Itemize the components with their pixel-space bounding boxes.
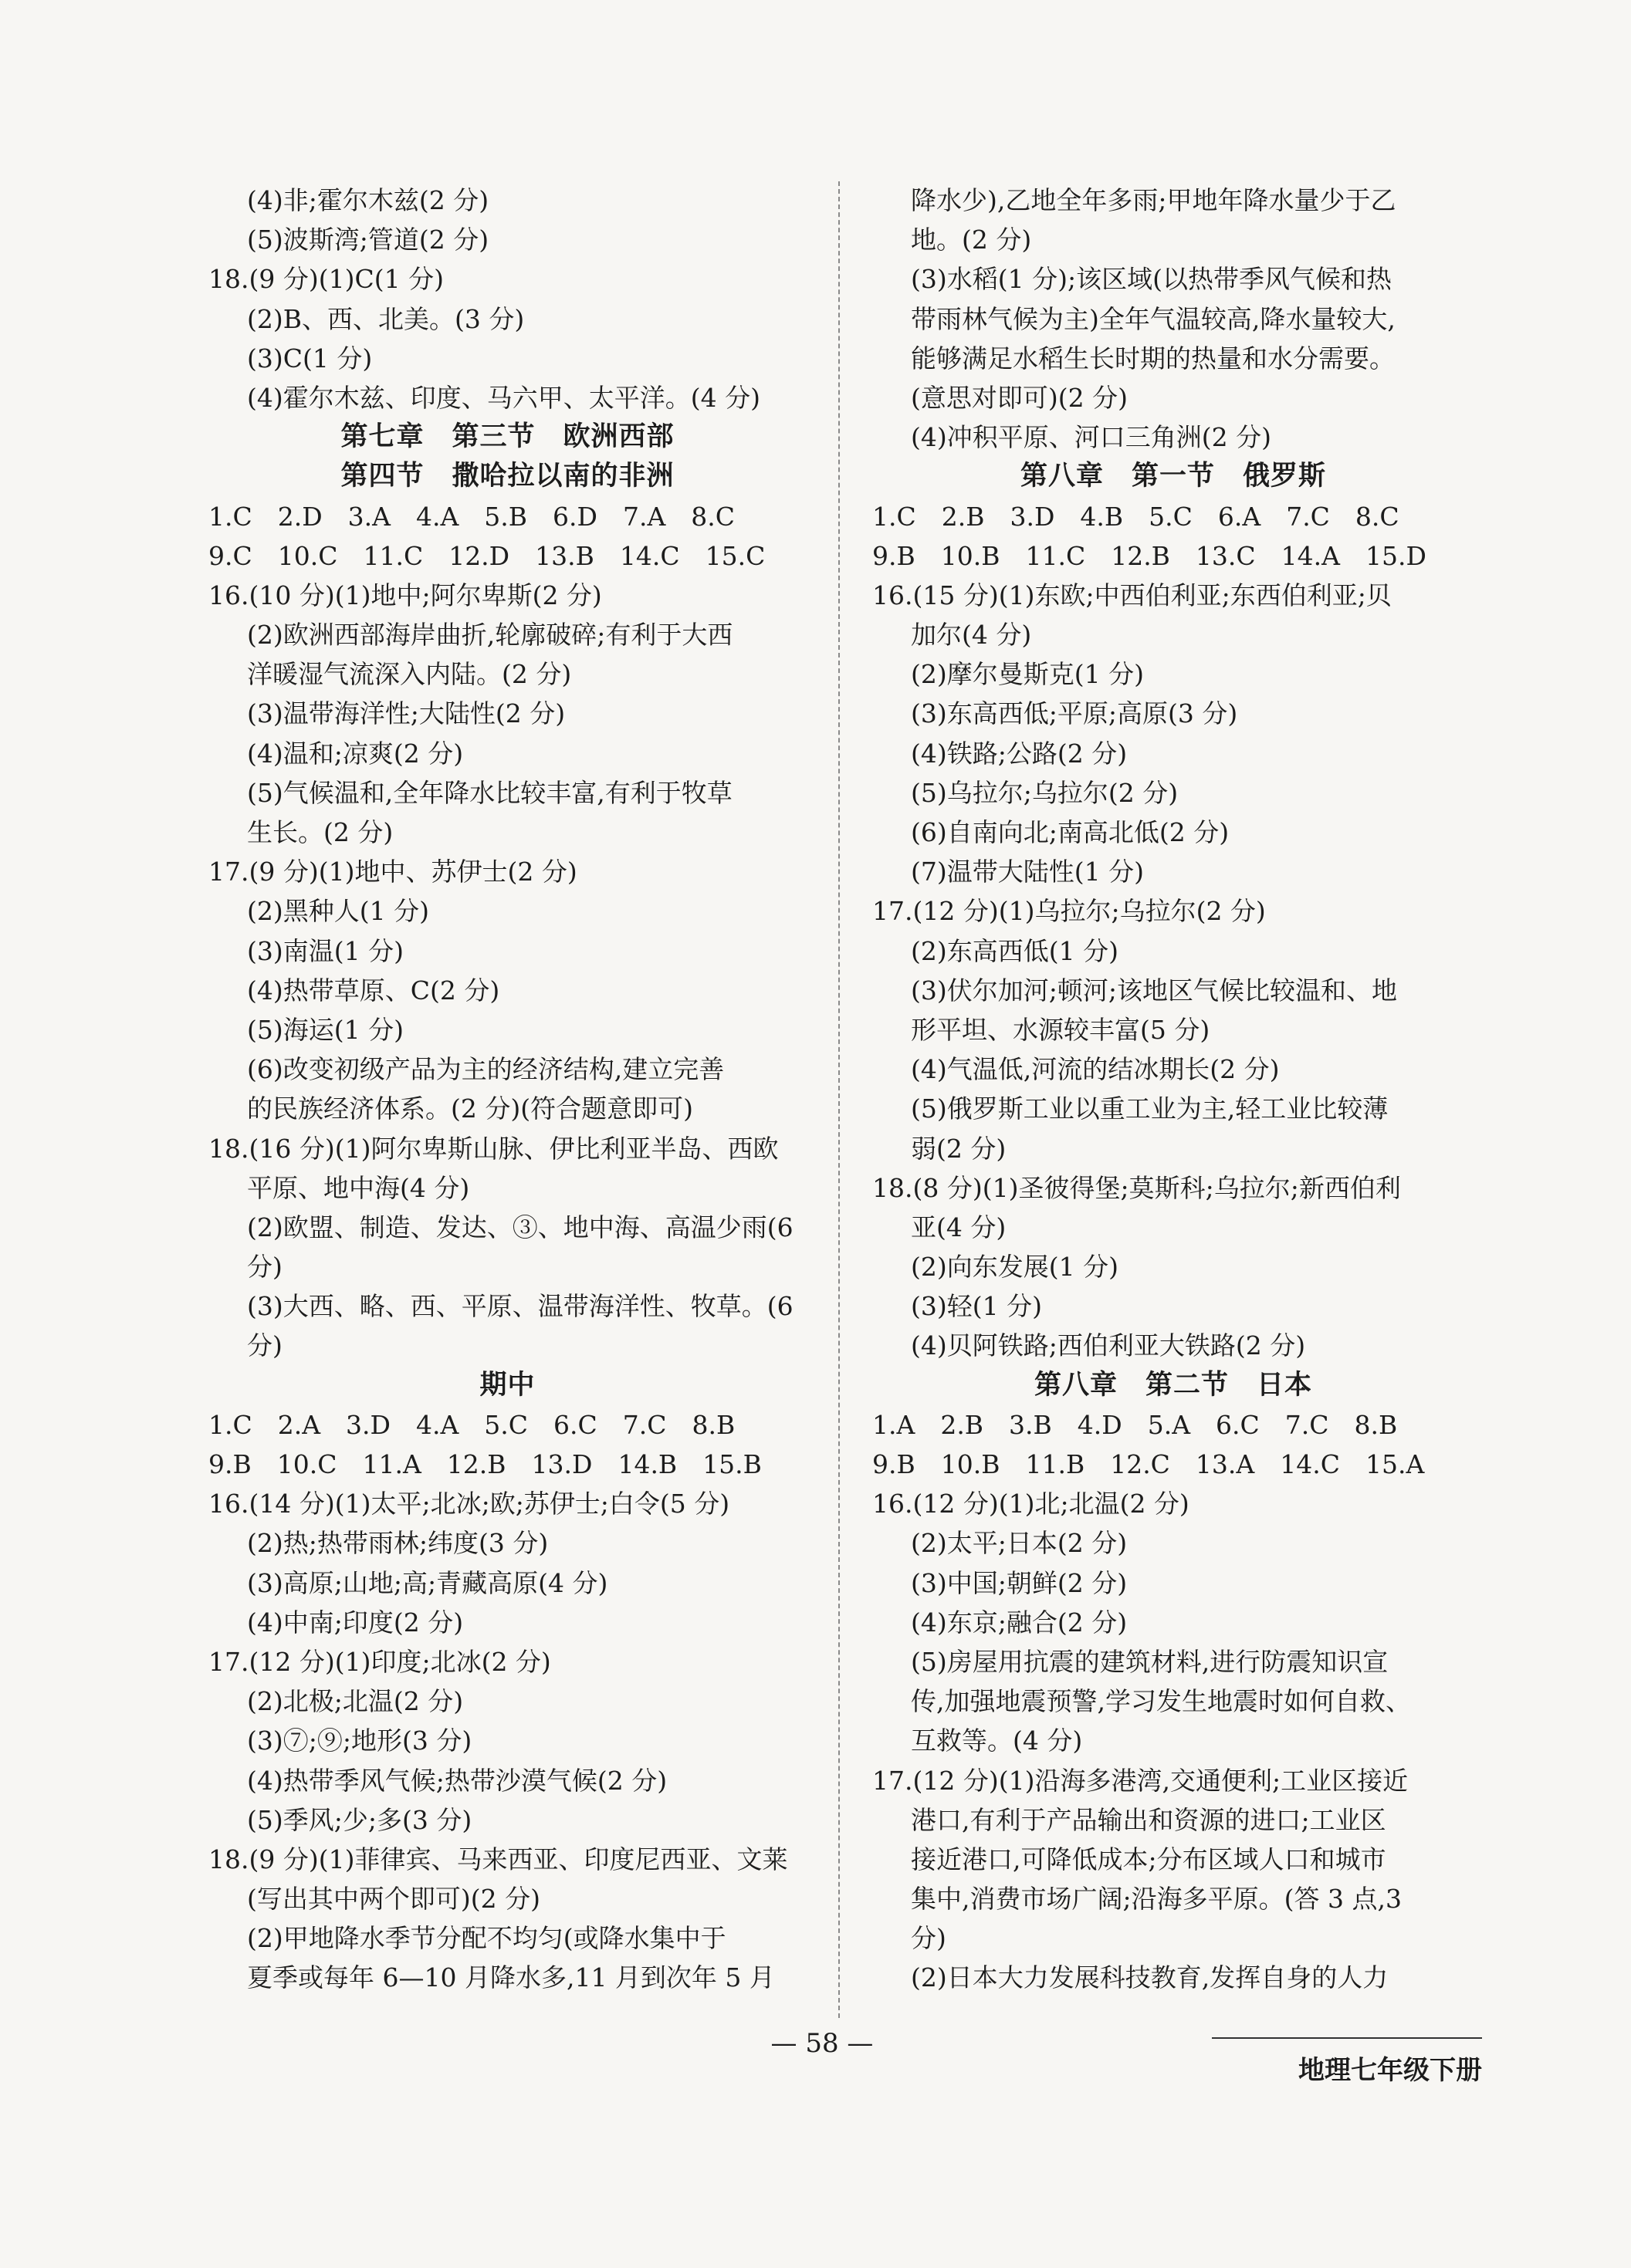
section-heading: 第八章 第二节 日本 — [1034, 1369, 1312, 1401]
answer-line: 16.(15 分)(1)东欧;中西伯利亚;东西伯利亚;贝 — [872, 580, 1392, 610]
answer-line: (4)热带草原、C(2 分) — [247, 975, 500, 1006]
answer-line: 16.(14 分)(1)太平;北冰;欧;苏伊士;白令(5 分) — [208, 1489, 730, 1519]
answer-line: 分) — [247, 1252, 283, 1283]
answer-line: (3)⑦;⑨;地形(3 分) — [247, 1726, 472, 1756]
answer-line: 形平坦、水源较丰富(5 分) — [911, 1014, 1210, 1045]
answer-line: 9.B 10.B 11.B 12.C 13.A 14.C 15.A — [872, 1449, 1425, 1479]
answer-line: 洋暖湿气流深入内陆。(2 分) — [247, 659, 572, 690]
answer-line: 1.C 2.B 3.D 4.B 5.C 6.A 7.C 8.C — [872, 501, 1399, 532]
answer-line: (2)欧盟、制造、发达、③、地中海、高温少雨(6 — [247, 1212, 794, 1242]
answer-line: 17.(12 分)(1)印度;北冰(2 分) — [208, 1646, 551, 1677]
answer-line: (3)轻(1 分) — [911, 1291, 1042, 1322]
answer-line: (5)气候温和,全年降水比较丰富,有利于牧草 — [247, 777, 733, 808]
answer-line: (4)中南;印度(2 分) — [247, 1607, 464, 1638]
right-column — [872, 181, 1474, 1998]
answer-line: (2)日本大力发展科技教育,发挥自身的人力 — [911, 1962, 1389, 1993]
answer-line: 弱(2 分) — [911, 1133, 1007, 1164]
answer-line: (4)铁路;公路(2 分) — [911, 738, 1128, 769]
answer-line: (2)黑种人(1 分) — [247, 896, 429, 927]
answer-line: (6)自南向北;南高北低(2 分) — [911, 817, 1230, 847]
answer-line: 18.(16 分)(1)阿尔卑斯山脉、伊比利亚半岛、西欧 — [208, 1133, 779, 1164]
answer-line: (4)霍尔木兹、印度、马六甲、太平洋。(4 分) — [247, 382, 760, 413]
answer-line: (4)气温低,河流的结冰期长(2 分) — [911, 1054, 1280, 1085]
answer-line: 的民族经济体系。(2 分)(符合题意即可) — [247, 1093, 693, 1124]
answer-line: 18.(9 分)(1)C(1 分) — [208, 264, 444, 295]
answer-line: 16.(12 分)(1)北;北温(2 分) — [872, 1489, 1189, 1519]
answer-line: (2)B、西、北美。(3 分) — [247, 303, 525, 334]
answer-line: (5)俄罗斯工业以重工业为主,轻工业比较薄 — [911, 1093, 1389, 1124]
answer-line: 18.(8 分)(1)圣彼得堡;莫斯科;乌拉尔;新西伯利 — [872, 1172, 1401, 1203]
answer-line: 9.B 10.B 11.C 12.B 13.C 14.A 15.D — [872, 540, 1426, 571]
answer-line: 1.C 2.D 3.A 4.A 5.B 6.D 7.A 8.C — [208, 501, 736, 532]
page-number: — 58 — — [770, 2028, 874, 2059]
book-title: 地理七年级下册 — [1298, 2055, 1482, 2086]
answer-line: (意思对即可)(2 分) — [911, 382, 1128, 413]
answer-line: (5)季风;少;多(3 分) — [247, 1804, 472, 1835]
answer-line: (6)改变初级产品为主的经济结构,建立完善 — [247, 1054, 725, 1085]
answer-line: (写出其中两个即可)(2 分) — [247, 1884, 540, 1915]
answer-line: 加尔(4 分) — [911, 620, 1032, 651]
answer-line: 能够满足水稻生长时期的热量和水分需要。 — [911, 343, 1395, 373]
answer-line: 接近港口,可降低成本;分布区域人口和城市 — [911, 1844, 1386, 1874]
footer-rule — [1212, 2037, 1482, 2039]
section-heading: 第七章 第三节 欧洲西部 — [340, 421, 675, 453]
answer-line: (2)欧洲西部海岸曲折,轮廓破碎;有利于大西 — [247, 620, 733, 651]
answer-line: 17.(9 分)(1)地中、苏伊士(2 分) — [208, 857, 577, 887]
answer-line: 生长。(2 分) — [247, 817, 394, 847]
answer-line: (4)冲积平原、河口三角洲(2 分) — [911, 422, 1271, 453]
answer-line: (3)C(1 分) — [247, 343, 373, 373]
answer-line: (3)东高西低;平原;高原(3 分) — [911, 698, 1238, 729]
section-heading: 第八章 第一节 俄罗斯 — [1020, 461, 1326, 492]
answer-line: (4)贝阿铁路;西伯利亚大铁路(2 分) — [911, 1330, 1306, 1361]
answer-line: 带雨林气候为主)全年气温较高,降水量较大, — [911, 303, 1396, 334]
answer-line: 平原、地中海(4 分) — [247, 1172, 470, 1203]
section-heading: 第四节 撒哈拉以南的非洲 — [340, 461, 675, 492]
answer-line: 分) — [911, 1923, 946, 1954]
answer-line: (2)摩尔曼斯克(1 分) — [911, 659, 1144, 690]
answer-line: 18.(9 分)(1)菲律宾、马来西亚、印度尼西亚、文莱 — [208, 1844, 788, 1874]
answer-line: 9.B 10.C 11.A 12.B 13.D 14.B 15.B — [208, 1449, 762, 1479]
answer-line: (4)热带季风气候;热带沙漠气候(2 分) — [247, 1765, 668, 1796]
answer-line: (5)房屋用抗震的建筑材料,进行防震知识宣 — [911, 1646, 1389, 1677]
answer-line: (5)乌拉尔;乌拉尔(2 分) — [911, 777, 1179, 808]
answer-line: (7)温带大陆性(1 分) — [911, 857, 1144, 887]
answer-line: (3)温带海洋性;大陆性(2 分) — [247, 698, 566, 729]
left-column — [208, 181, 807, 1998]
answer-line: 传,加强地震预警,学习发生地震时如何自救、 — [911, 1686, 1411, 1717]
answer-line: (3)伏尔加河;顿河;该地区气候比较温和、地 — [911, 975, 1397, 1006]
answer-line: 亚(4 分) — [911, 1212, 1007, 1242]
answer-line: 16.(10 分)(1)地中;阿尔卑斯(2 分) — [208, 580, 602, 610]
answer-line: (4)温和;凉爽(2 分) — [247, 738, 464, 769]
answer-line: (2)东高西低(1 分) — [911, 935, 1118, 966]
answer-line: (3)大西、略、西、平原、温带海洋性、牧草。(6 — [247, 1291, 794, 1322]
answer-line: (4)东京;融合(2 分) — [911, 1607, 1128, 1638]
answer-line: (5)波斯湾;管道(2 分) — [247, 225, 489, 255]
answer-line: 17.(12 分)(1)乌拉尔;乌拉尔(2 分) — [872, 896, 1266, 927]
answer-line: (3)中国;朝鲜(2 分) — [911, 1567, 1128, 1598]
answer-line: (2)热;热带雨林;纬度(3 分) — [247, 1528, 549, 1559]
answer-line: 1.A 2.B 3.B 4.D 5.A 6.C 7.C 8.B — [872, 1409, 1398, 1440]
answer-line: 17.(12 分)(1)沿海多港湾,交通便利;工业区接近 — [872, 1765, 1409, 1796]
answer-line: 夏季或每年 6—10 月降水多,11 月到次年 5 月 — [247, 1962, 775, 1993]
answer-line: (2)向东发展(1 分) — [911, 1252, 1118, 1283]
answer-line: (2)甲地降水季节分配不均匀(或降水集中于 — [247, 1923, 726, 1954]
answer-line: 港口,有利于产品输出和资源的进口;工业区 — [911, 1804, 1386, 1835]
column-divider — [838, 181, 840, 2018]
answer-line: 9.C 10.C 11.C 12.D 13.B 14.C 15.C — [208, 540, 766, 571]
answer-line: 集中,消费市场广阔;沿海多平原。(答 3 点,3 — [911, 1884, 1402, 1915]
answer-line: (4)非;霍尔木兹(2 分) — [247, 185, 489, 215]
section-heading: 期中 — [479, 1369, 536, 1401]
answer-line: (3)水稻(1 分);该区域(以热带季风气候和热 — [911, 264, 1392, 295]
answer-line: 1.C 2.A 3.D 4.A 5.C 6.C 7.C 8.B — [208, 1409, 736, 1440]
answer-line: (3)南温(1 分) — [247, 935, 404, 966]
answer-line: (2)太平;日本(2 分) — [911, 1528, 1128, 1559]
answer-line: (5)海运(1 分) — [247, 1014, 404, 1045]
answer-line: (2)北极;北温(2 分) — [247, 1686, 464, 1717]
answer-line: 地。(2 分) — [911, 225, 1032, 255]
answer-line: 降水少),乙地全年多雨;甲地年降水量少于乙 — [911, 185, 1396, 215]
answer-line: 分) — [247, 1330, 283, 1361]
answer-line: 互救等。(4 分) — [911, 1726, 1083, 1756]
answer-line: (3)高原;山地;高;青藏高原(4 分) — [247, 1567, 608, 1598]
